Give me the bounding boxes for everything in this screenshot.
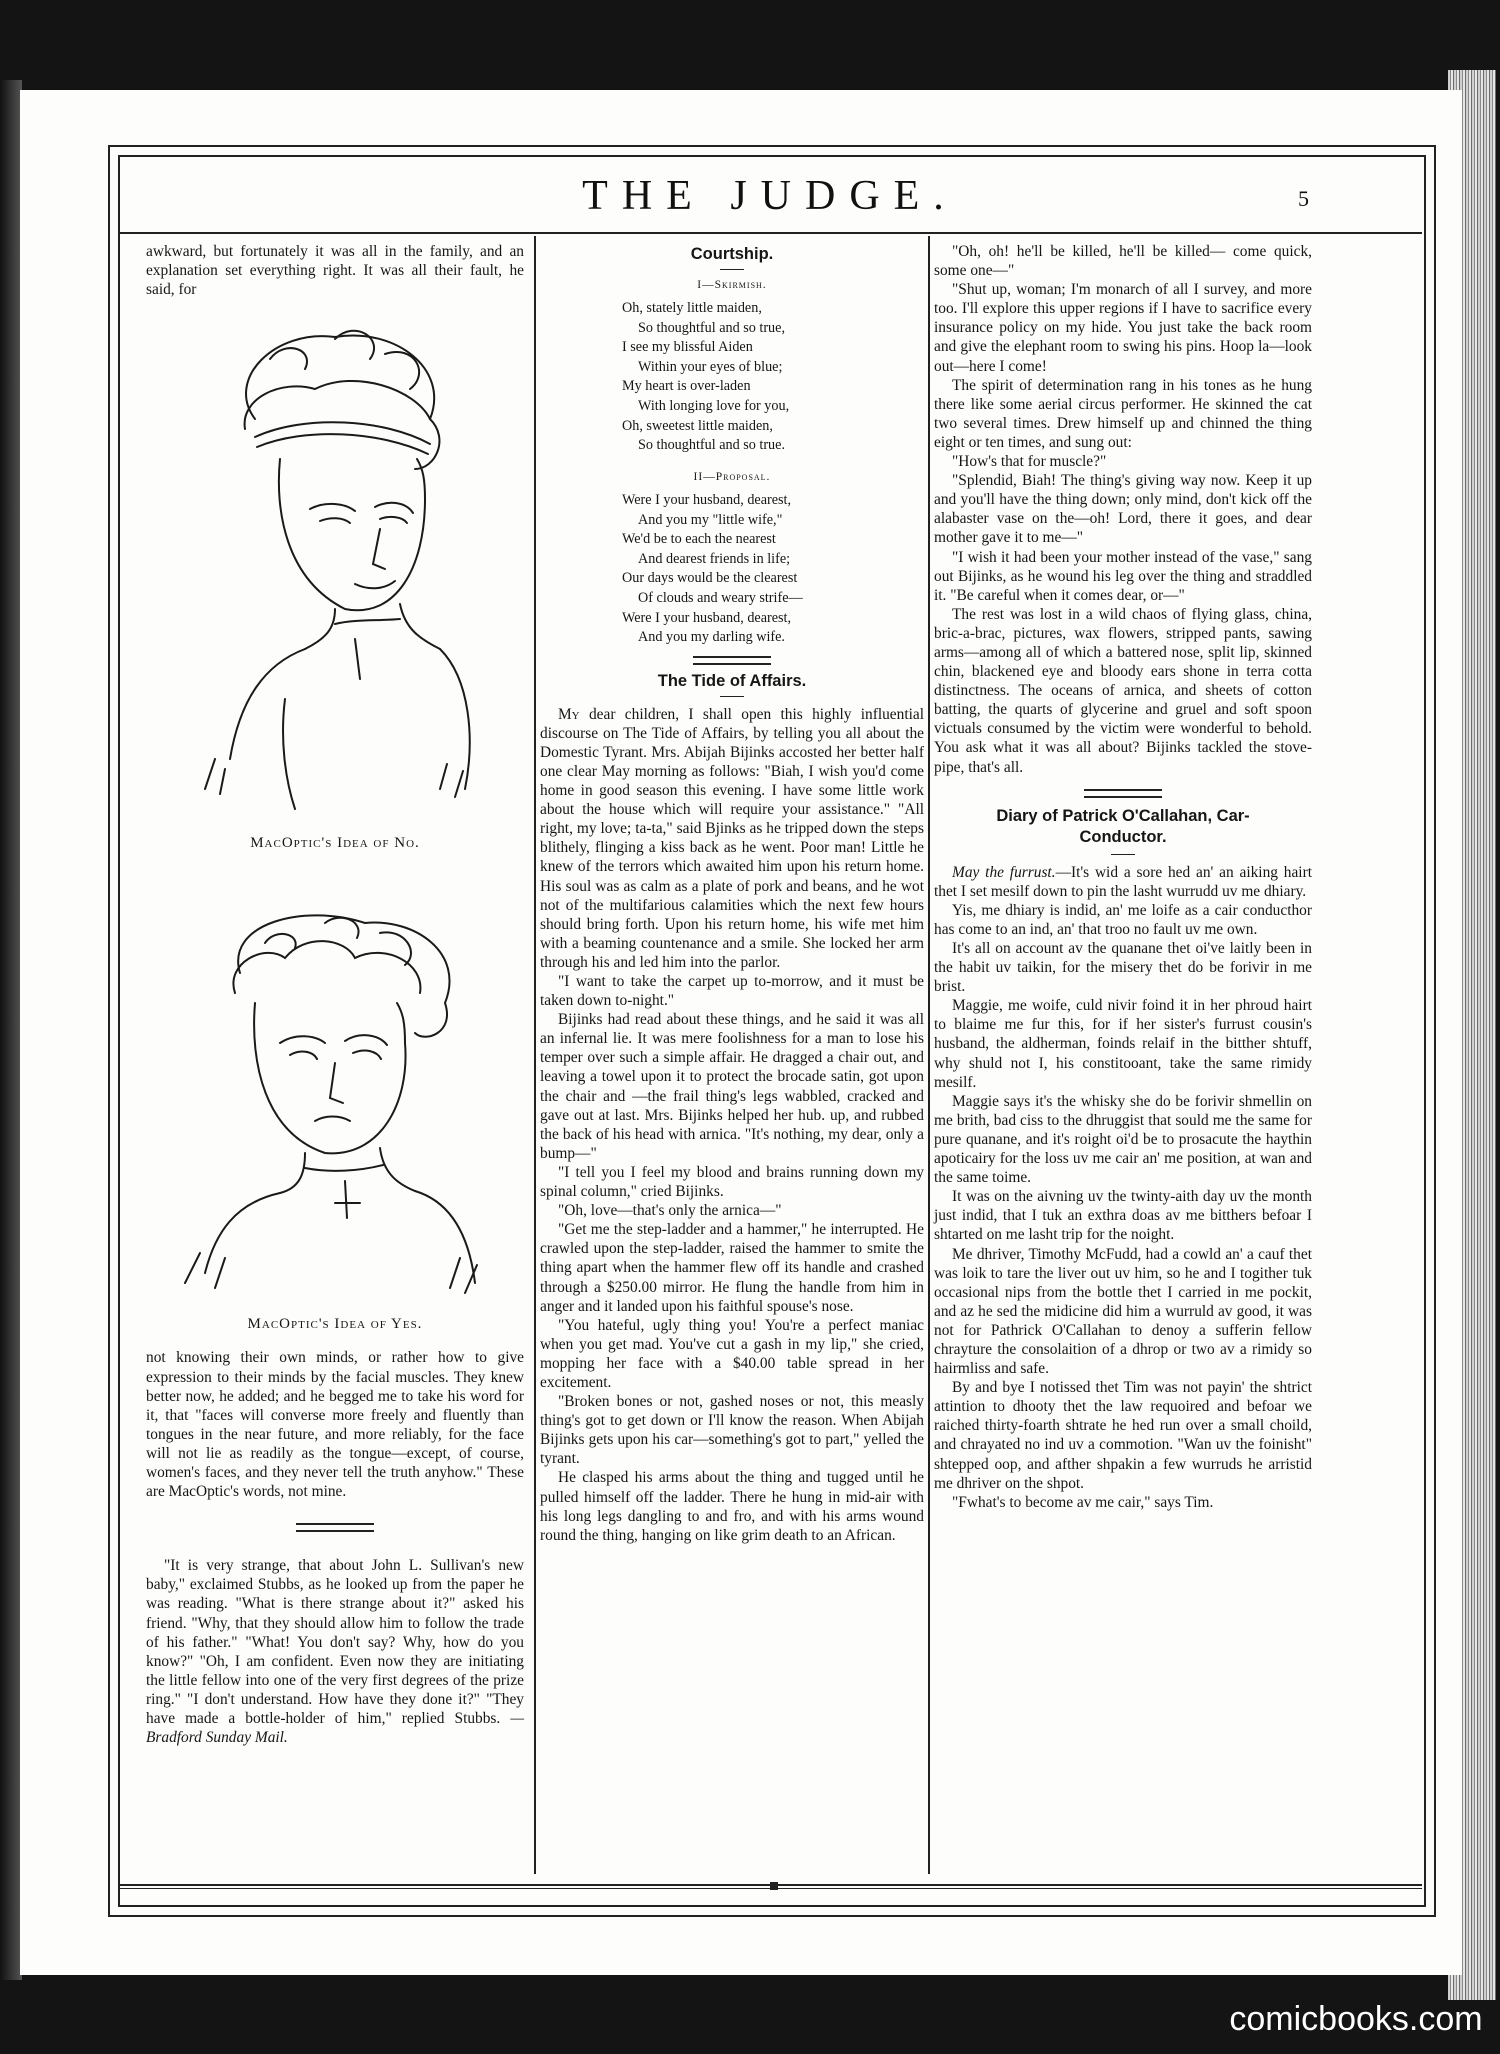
poem-line: With longing love for you, [638,398,790,415]
poem-part-1-title: I—Skirmish. [697,279,767,291]
illustration-woman-no [185,319,485,824]
col1-top-paragraph: awkward, but fortunately it was all in the family, and an explanation set everything right. It was all their fault, he said, for [146,243,524,299]
poem-line: So thoughtful and so true. [638,437,785,454]
heading-rule [720,269,744,270]
caption-idea-of-yes: MacOptic's Idea of Yes. [247,1316,423,1333]
tide-continued-paragraph: "How's that for muscle?" [952,453,1107,471]
diary-paragraph [934,863,1312,901]
tide-continued-paragraph: "Splendid, Biah! The thing's giving way now. Keep it up and you'll have the thing down; only mind, don't kick off the alabaster vase on the—oh! Lord, there it goes, and dear mother gave it to me—" [934,472,1312,547]
column-divider-2 [928,236,930,1874]
col1-macoptic-paragraph: not knowing their own minds, or rather how to give expression to their minds by the facial muscles. They knew better now, he added; and he begged me to take his word for it, that "faces will converse more freely and fluently than tongues in the near future, and more reliably, for the face will not lie as readily as the tongue—except, of course, women's faces, and they never tell the truth anyhow." These are MacOptic's words, not mine. [146,1349,524,1501]
poem-line: Oh, stately little maiden, [622,300,762,317]
diary-text: —It's wid a sore hed an' an aiking hairt thet I set mesilf down to pin the lasht wurrudd uv me dhiary. [934,863,1312,900]
poem-line: Were I your husband, dearest, [622,609,792,626]
column-divider-1 [534,236,536,1874]
column-3 [934,242,1312,1512]
tide-continued-paragraph: The spirit of determination rang in his tones as he hung there like some aerial circus performer. He skinned the cat two several times. Drew himself up and chinned the thing eight or ten times, and sung out: [934,376,1312,451]
tide-continued-paragraph: "Oh, oh! he'll be killed, he'll be killed— come quick, some one—" [934,243,1312,280]
tide-continued-paragraph: The rest was lost in a wild chaos of flying glass, china, bric-a-brac, pictures, wax flowers, stripped pants, sawing arms—among all of which a battered nose, split lip, skinned chin, blackened eye and bloody ears shone in terra cotta distinctness. The oceans of arnica, and sheets of cotton batting, the quarts of glycerine and gruel and soft spoon victuals consumed by the victim were wonderful to behold. You ask what it was all about? Bijinks tackled the stove-pipe, that's all. [934,605,1312,776]
diary-paragraph: Maggie says it's the whisky she do be forivir shmellin on me brith, bad ciss to the dhruggist that sould me the same for pure quanane, and it's roight oi'd be to prosacute the haythin apoticairy for the loss uv me cair an' me position, at wan and the same toime. [934,1092,1312,1187]
column-1 [146,242,524,1747]
heading-rule [720,696,744,697]
illustration-woman-yes [165,903,505,1303]
poem-line: Were I your husband, dearest, [622,491,792,508]
caption-idea-of-no: MacOptic's Idea of No. [250,835,420,852]
poem-line: And you my "little wife," [638,511,783,528]
tide-paragraph: He clasped his arms about the thing and tugged until he pulled himself off the ladder. There he hung in mid-air with his long legs dangling to and fro, and with his arms wound round the thing, hanging on like grim death to an African. [540,1469,924,1544]
diary-paragraph: "Fwhat's to become av me cair," says Tim. [952,1493,1214,1511]
diary-paragraph: Maggie, me woife, culd nivir foind it in her phroud hairt to blaime me fur this, for if her sister's furrust cousin's husband, the aldherman, foinds relaif in the bitther shtuff, why shuld not I, his constitooant, take the same rimidy mesilf. [934,997,1312,1091]
poem-line: Oh, sweetest little maiden, [622,417,773,434]
diary-paragraph: By and bye I notissed thet Tim was not payin' the shtrict attintion to dhooty thet the law requoired and befoar we raiched thirty-foarth shtrate he hed run over a small choild, and chrayated no ind uv a commotion. "Wan uv the foinisht" shtepped oop, and afther shpakin a few wurruds he arristid me dhriver on the shpot. [934,1379,1312,1492]
col1-stubbs-paragraph [146,1556,524,1747]
poem-part-2-title: II—Proposal. [693,470,771,483]
poem-line: Of clouds and weary strife— [638,589,803,606]
column-2 [540,240,924,1545]
tide-continued-paragraph: "I wish it had been your mother instead of the vase," sang out Bijinks, as he wound his leg over the thing and straddled it. "Be careful when it comes dear, or—" [934,548,1312,604]
book-binding-shadow [0,80,22,1980]
diary-paragraph: Me dhriver, Timothy McFudd, had a cowld an' a cauf thet was loik to tare the liver out uv him, so he and I togither tuk occasional nips from the bottle thet I carried in me pockit, and az he sed the midicine did him a wurruld av good, it was not for Pathrick O'Callahan to denoy a sufferin fellow chrayture the consolaition of a dhrop or two av a rimidy so hairmliss and safe. [934,1245,1312,1378]
masthead-rule [118,232,1422,234]
heading-rule [1111,854,1135,855]
masthead-title: THE JUDGE. [582,173,958,219]
poem-line: I see my blissful Aiden [622,339,753,356]
tide-paragraph-text: dear children, I shall open this highly influential discourse on The Tide of Affairs, by telling you all about the Domestic Tyrant. Mrs. Abijah Bijinks accosted her better half one clear May morning as follows: "Biah, I wish you'd come home in good season this evening. I have some little work about the house which will require your assistance." "All right, my love; ta-ta," said Bjinks as he tripped down the steps blithely, flinging a kiss back as he went. Poor man! Little he knew of the terrors which awaited him upon his return home. His soul was as calm as a plate of pork and beans, and he wot not of the multifarious calamities which the next few hours should bring forth. Upon his return home, his wife met him with a beaming countenance and a smile. She locked her arm through his and led him into the parlor. [540,705,924,971]
section-divider [693,656,771,665]
watermark: comicbooks.com [1229,2000,1483,2038]
section-divider [296,1523,374,1532]
poem-line: My heart is over-laden [622,378,751,395]
poem-line: Our days would be the clearest [622,570,798,587]
poem-line: And you my darling wife. [638,629,785,646]
poem-part-1 [622,299,924,456]
diary-date: May the furrust. [952,863,1056,881]
poem-line: And dearest friends in life; [638,550,791,567]
diary-paragraph: It was on the aivning uv the twinty-aith day uv the month just indid, that I tuk an exthra doas av me bitthers befoar I shtarted on me lasht trip for the noight. [934,1188,1312,1244]
stubbs-credit: — Bradford Sunday Mail. [146,1709,524,1747]
section-divider [1084,789,1162,798]
heading-diary: Diary of Patrick O'Callahan, Car-Conductor. [996,806,1250,846]
heading-courtship: Courtship. [690,245,774,263]
tide-paragraph: "Get me the step-ladder and a hammer," he interrupted. He crawled upon the step-ladder, raised the hammer to smite the thing apart when the hammer flew off its handle and crashed through a $250.00 mirror. He flung the handle from him in anger and it landed upon his faithful spouse's nose. [540,1221,924,1315]
page-number: 5 [1298,186,1309,211]
tide-paragraph: "I want to take the carpet up to-morrow, and it must be taken down to-night." [540,973,924,1010]
tide-paragraph: Bijinks had read about these things, and he said it was all an infernal lie. It was mere foolishness for a man to lose his temper over such a simple affair. He dragged a chair out, and leaving a towel upon it to protect the brocade satin, got upon the chair and —the frail thing's legs wabbled, cracked and gave out at last. Mrs. Bijinks helped her hub. up, and rubbed the back of his head with arnica. "It's nothing, my dear, only a bump—" [540,1011,924,1162]
diary-paragraph: Yis, me dhiary is indid, an' me loife as a cair conducthor has come to an ind, an' that troo no fault uv me own. [934,901,1312,938]
tide-paragraph: "I tell you I feel my blood and brains running down my spinal column," cried Bijinks. [540,1163,924,1201]
poem-part-2 [622,491,924,648]
diary-paragraph: It's all on account av the quanane thet oi've laitly been in the habit uv taikin, for the misery thet do be forivir in me brist. [934,940,1312,996]
tide-continued-paragraph: "Shut up, woman; I'm monarch of all I survey, and more too. I'll explore this upper regions if I have to sacrifice every insurance policy on my hide. You just take the back room and give the elephant room to swing his pins. Hoop la—look out—here I come! [934,281,1312,375]
poem-line: We'd be to each the nearest [622,531,776,548]
tide-paragraph [540,705,924,972]
footer-ornament [770,1882,778,1890]
dropcap-word: My [558,705,580,723]
poem-line: Within your eyes of blue; [638,358,783,375]
poem-line: So thoughtful and so true, [638,319,785,336]
heading-tide-of-affairs: The Tide of Affairs. [657,671,807,690]
stubbs-text: "It is very strange, that about John L. Sullivan's new baby," exclaimed Stubbs, as he looked up from the paper he was reading. "What is there strange about it?" asked his friend. "Why, that they should allow him to follow the trade of his father." "What! You don't say? Why, how do you know?" "Oh, I am confident. Even now they are initiating the little fellow into one of the very first degrees of the prize ring." "I don't understand. How have they done it?" "They have made a bottle-holder of him," replied Stubbs. [146,1557,524,1727]
tide-paragraph: "Broken bones or not, gashed noses or not, this measly thing's got to get down or I'll know the reason. When Abijah Bijinks gets upon his car—something's got to part," yelled the tyrant. [540,1393,924,1468]
tide-paragraph: "Oh, love—that's only the arnica—" [558,1202,782,1220]
tide-paragraph: "You hateful, ugly thing you! You're a perfect maniac when you get mad. You've cut a gash in my lip," she cried, mopping her face with a $40.00 table spread in her excitement. [540,1316,924,1391]
